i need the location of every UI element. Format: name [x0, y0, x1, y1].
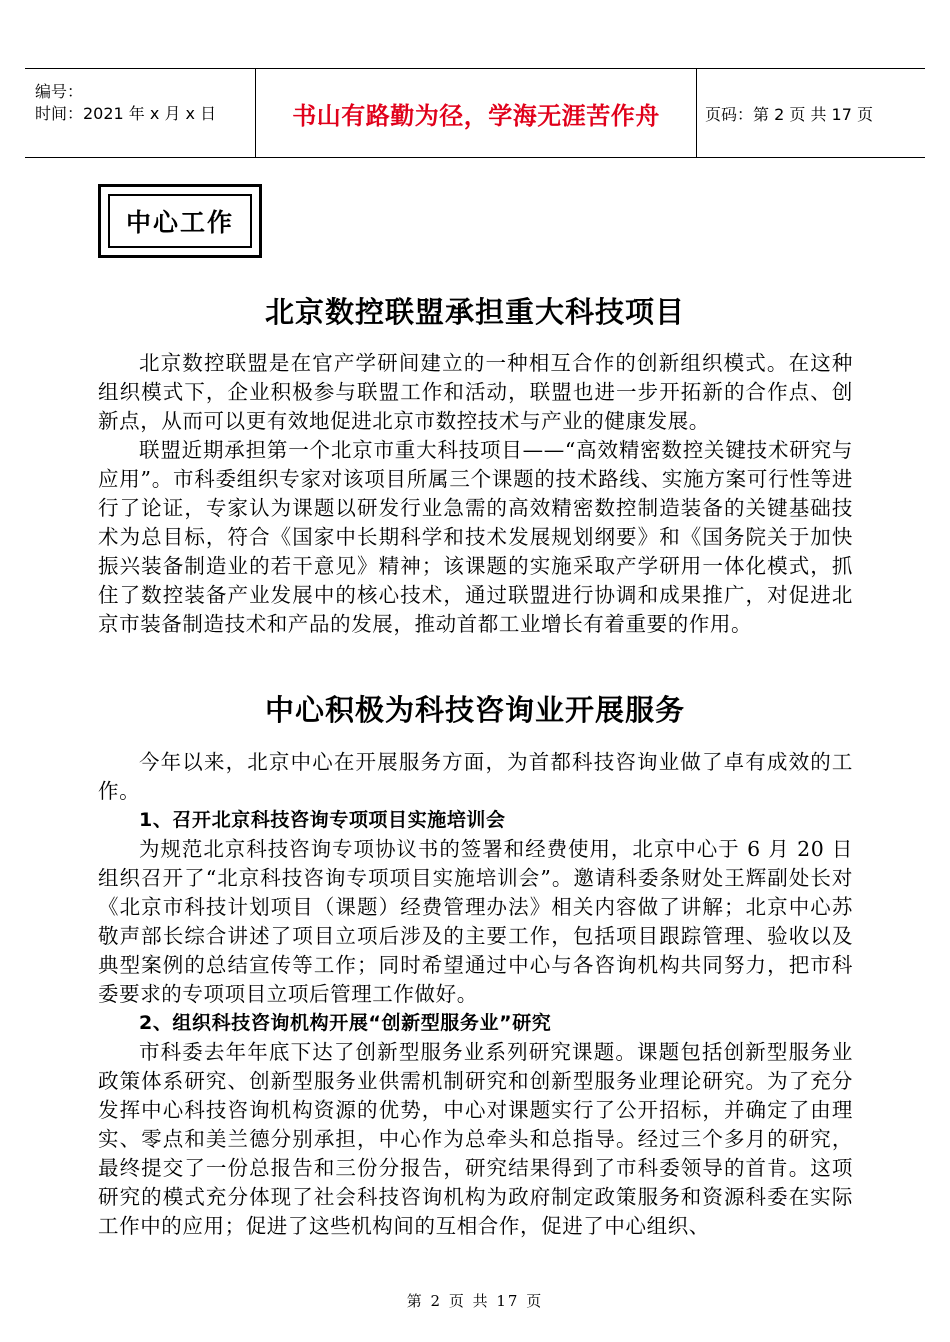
time-label: 时间：2021 年 x 月 x 日	[35, 104, 217, 123]
section-stamp	[98, 184, 262, 258]
subsection2-title: 2、组织科技咨询机构开展“创新型服务业”研究	[139, 1012, 552, 1034]
stamp-text: 中心工作	[125, 208, 234, 237]
page-footer: 第 2 页 共 17 页	[406, 1292, 544, 1310]
number-label: 编号：	[35, 82, 84, 101]
section1-body	[98, 349, 853, 639]
section1-paragraph-1: 北京数控联盟是在官产学研间建立的一种相互合作的创新组织模式。在这种组织模式下，企业积极参与联盟工作和活动，联盟也进一步开拓新的合作点、创新点，从而可以更有效地促进北京市数控技术与产业的健康发展。	[98, 351, 853, 433]
section2-title: 中心积极为科技咨询业开展服务	[264, 693, 685, 727]
header-left-cell	[25, 69, 255, 157]
page-header	[25, 68, 925, 158]
section2-intro: 今年以来，北京中心在开展服务方面，为首都科技咨询业做了卓有成效的工作。	[98, 750, 853, 803]
subsection1-text: 为规范北京科技咨询专项协议书的签署和经费使用，北京中心于 6 月 20 日组织召开了“北京科技咨询专项项目实施培训会”。邀请科委条财处王辉副处长对《北京市科技计划项目（课题）经费管理办法》相关内容做了讲解；北京中心苏敬声部长综合讲述了项目立项后涉及的主要工作，包括项目跟踪管理、验收以及典型案例的总结宣传等工作；同时希望通过中心与各咨询机构共同努力，把市科委要求的专项项目立项后管理工作做好。	[98, 837, 853, 1006]
section1-paragraph-2: 联盟近期承担第一个北京市重大科技项目——“高效精密数控关键技术研究与应用”。市科委组织专家对该项目所属三个课题的技术路线、实施方案可行性等进行了论证，专家认为课题以研发行业急需的高效精密数控制造装备的关键基础技术为总目标，符合《国家中长期科学和技术发展规划纲要》和《国务院关于加快振兴装备制造业的若干意见》精神；该课题的实施采取产学研用一体化模式，抓住了数控装备产业发展中的核心技术，通过联盟进行协调和成果推广，对促进北京市装备制造技术和产品的发展，推动首都工业增长有着重要的作用。	[98, 438, 853, 636]
stamp-inner-frame	[108, 194, 252, 248]
subsection1-title: 1、召开北京科技咨询专项项目实施培训会	[139, 809, 506, 831]
section1-title: 北京数控联盟承担重大科技项目	[264, 295, 685, 329]
motto-text: 书山有路勤为径，学海无涯苦作舟	[292, 101, 660, 130]
header-motto-cell	[255, 69, 697, 157]
subsection2-text: 市科委去年年底下达了创新型服务业系列研究课题。课题包括创新型服务业政策体系研究、创新型服务业供需机制研究和创新型服务业理论研究。为了充分发挥中心科技咨询机构资源的优势，中心对课题实行了公开招标，并确定了由理实、零点和美兰德分别承担，中心作为总牵头和总指导。经过三个多月的研究，最终提交了一份总报告和三份分报告，研究结果得到了市科委领导的首肯。这项研究的模式充分体现了社会科技咨询机构为政府制定政策服务和资源科委在实际工作中的应用；促进了这些机构间的互相合作，促进了中心组织、	[98, 1040, 853, 1238]
page-info: 页码：第 2 页 共 17 页	[705, 104, 873, 124]
section2-body	[98, 748, 853, 1241]
